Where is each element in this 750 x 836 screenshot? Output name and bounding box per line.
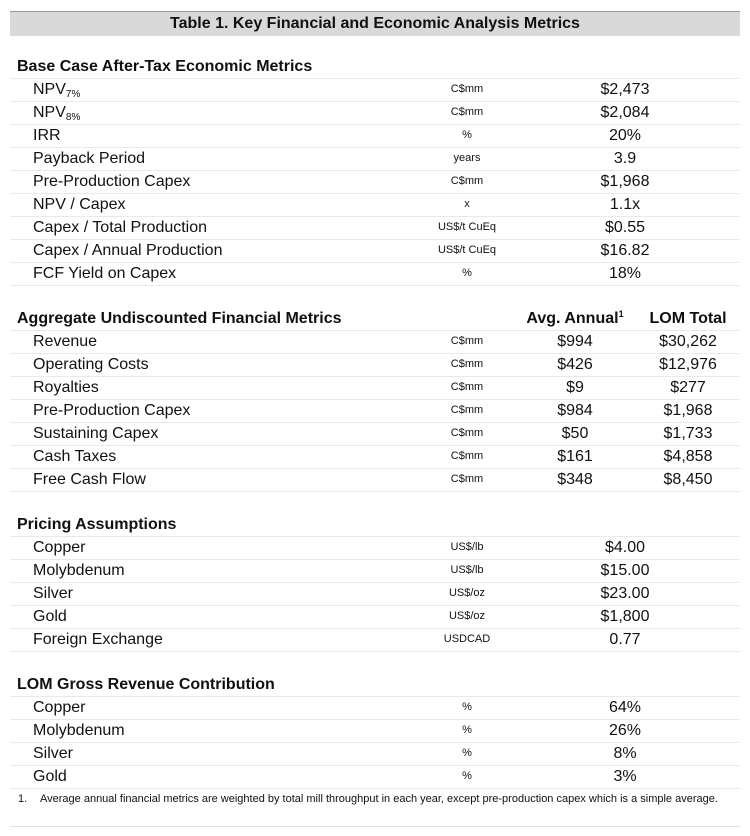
avg-annual-value: $348 — [557, 471, 593, 488]
metric-label: Gold — [33, 608, 67, 625]
table-row — [10, 582, 740, 606]
metric-unit: % — [462, 747, 472, 759]
metric-value: $1,800 — [600, 608, 650, 625]
metric-label: FCF Yield on Capex — [33, 265, 177, 282]
metric-value: $15.00 — [600, 562, 650, 579]
table-row — [10, 445, 740, 469]
footnote-number: 1. — [18, 793, 28, 805]
table-row — [10, 353, 740, 377]
metric-unit: % — [462, 129, 472, 141]
avg-annual-value: $161 — [557, 448, 593, 465]
metric-unit: US$/oz — [448, 610, 486, 622]
metric-unit: % — [462, 770, 472, 782]
metric-unit: US$/oz — [448, 587, 486, 599]
metric-unit: C$mm — [450, 335, 484, 347]
table-row — [10, 468, 740, 492]
table-row — [10, 239, 740, 263]
table-row — [10, 628, 740, 652]
table-row — [10, 262, 740, 286]
metric-value: 3.9 — [613, 150, 637, 167]
metric-label: Payback Period — [33, 150, 146, 167]
metric-unit: % — [462, 724, 472, 736]
metric-unit: USDCAD — [443, 633, 491, 645]
metric-label: Operating Costs — [33, 356, 149, 373]
section-title: Aggregate Undiscounted Financial Metrics — [17, 310, 342, 327]
table-row — [10, 742, 740, 766]
metric-label: Cash Taxes — [33, 448, 117, 465]
metric-value: 26% — [608, 722, 642, 739]
table-row — [10, 719, 740, 743]
footnote — [18, 792, 728, 806]
metric-unit: % — [462, 701, 472, 713]
metric-value: $0.55 — [604, 219, 646, 236]
table-row — [10, 193, 740, 217]
lom-total-value: $8,450 — [663, 471, 713, 488]
metric-value: $16.82 — [600, 242, 650, 259]
avg-annual-value: $984 — [557, 402, 593, 419]
footnote-text: Average annual financial metrics are weighted by total mill throughput in each year, except pre-production capex which is a simple average. — [40, 793, 718, 805]
lom-total-value: $12,976 — [659, 356, 717, 373]
avg-annual-value: $994 — [557, 333, 593, 350]
table-row — [10, 330, 740, 354]
metric-unit: C$mm — [450, 404, 484, 416]
lom-total-value: $1,733 — [663, 425, 713, 442]
section-header — [10, 513, 740, 537]
metric-value: 3% — [613, 768, 637, 785]
table-row — [10, 559, 740, 583]
metric-unit: years — [453, 152, 481, 164]
table-row — [10, 78, 740, 102]
metric-unit: US$/lb — [450, 564, 484, 576]
lom-total-value: $4,858 — [663, 448, 713, 465]
metric-value: 20% — [608, 127, 642, 144]
table-row — [10, 765, 740, 789]
table-title: Table 1. Key Financial and Economic Analysis Metrics — [10, 11, 740, 36]
metric-unit: C$mm — [450, 381, 484, 393]
metric-unit: C$mm — [450, 450, 484, 462]
metric-value: 0.77 — [609, 631, 641, 648]
table-row — [10, 124, 740, 148]
column-header-avg-annual: Avg. Annual$^1$ — [526, 309, 624, 327]
metric-label: NPV / Capex — [33, 196, 126, 213]
metric-label: Free Cash Flow — [33, 471, 146, 488]
section-title: Base Case After-Tax Economic Metrics — [17, 58, 313, 75]
lom-total-value: $1,968 — [663, 402, 713, 419]
section-title: Pricing Assumptions — [17, 516, 177, 533]
metric-label: Molybdenum — [33, 722, 125, 739]
metric-unit: x — [464, 198, 470, 210]
avg-annual-value: $9 — [566, 379, 584, 396]
lom-total-value: $277 — [670, 379, 706, 396]
table-row — [10, 399, 740, 423]
metric-unit: US$/t CuEq — [437, 221, 497, 233]
column-header-lom-total: LOM Total — [649, 310, 727, 327]
metric-label: Capex / Annual Production — [33, 242, 223, 259]
metric-label: Copper — [33, 699, 86, 716]
metric-unit: % — [462, 267, 472, 279]
table-row — [10, 536, 740, 560]
metric-label: Molybdenum — [33, 562, 125, 579]
metric-subscript: 7% — [65, 89, 81, 100]
metric-value: $2,473 — [600, 81, 650, 98]
metric-label: Pre-Production Capex — [33, 402, 191, 419]
table-row — [10, 605, 740, 629]
metric-label: Silver — [33, 585, 74, 602]
metric-unit: C$mm — [450, 427, 484, 439]
footnote-divider — [10, 826, 740, 827]
table-row — [10, 216, 740, 240]
metric-label: Gold — [33, 768, 67, 785]
metric-unit: C$mm — [450, 473, 484, 485]
metric-value: $4.00 — [604, 539, 646, 556]
metric-value: $2,084 — [600, 104, 650, 121]
metric-unit: C$mm — [450, 358, 484, 370]
section-title: LOM Gross Revenue Contribution — [17, 676, 275, 693]
metric-label: IRR — [33, 127, 61, 144]
metric-unit: US$/t CuEq — [437, 244, 497, 256]
table-row — [10, 101, 740, 125]
table-row — [10, 422, 740, 446]
metric-label: $NPV_{8\%}$ — [33, 104, 81, 123]
metric-unit: C$mm — [450, 83, 484, 95]
metric-label: Revenue — [33, 333, 98, 350]
metric-value: 18% — [608, 265, 642, 282]
section-header — [10, 55, 740, 79]
table-row — [10, 147, 740, 171]
metric-subscript: 8% — [65, 112, 81, 123]
metric-value: 64% — [608, 699, 642, 716]
metric-label: Sustaining Capex — [33, 425, 159, 442]
avg-annual-value: $50 — [561, 425, 589, 442]
metric-label: Foreign Exchange — [33, 631, 163, 648]
metric-label: Royalties — [33, 379, 99, 396]
table-row — [10, 376, 740, 400]
lom-total-value: $30,262 — [659, 333, 717, 350]
avg-annual-value: $426 — [557, 356, 593, 373]
table-row — [10, 696, 740, 720]
metric-label: Capex / Total Production — [33, 219, 208, 236]
metric-value: 1.1x — [609, 196, 641, 213]
metric-label: Silver — [33, 745, 74, 762]
section-header — [10, 307, 740, 331]
metric-value: $1,968 — [600, 173, 650, 190]
table-row — [10, 170, 740, 194]
metric-unit: C$mm — [450, 106, 484, 118]
metric-label: $NPV_{7\%}$ — [33, 81, 81, 100]
metric-unit: C$mm — [450, 175, 484, 187]
metric-unit: US$/lb — [450, 541, 484, 553]
metric-value: $23.00 — [600, 585, 650, 602]
metric-value: 8% — [613, 745, 637, 762]
section-header — [10, 673, 740, 697]
metric-label: Pre-Production Capex — [33, 173, 191, 190]
footnote-marker: 1 — [618, 309, 624, 319]
metric-label: Copper — [33, 539, 86, 556]
